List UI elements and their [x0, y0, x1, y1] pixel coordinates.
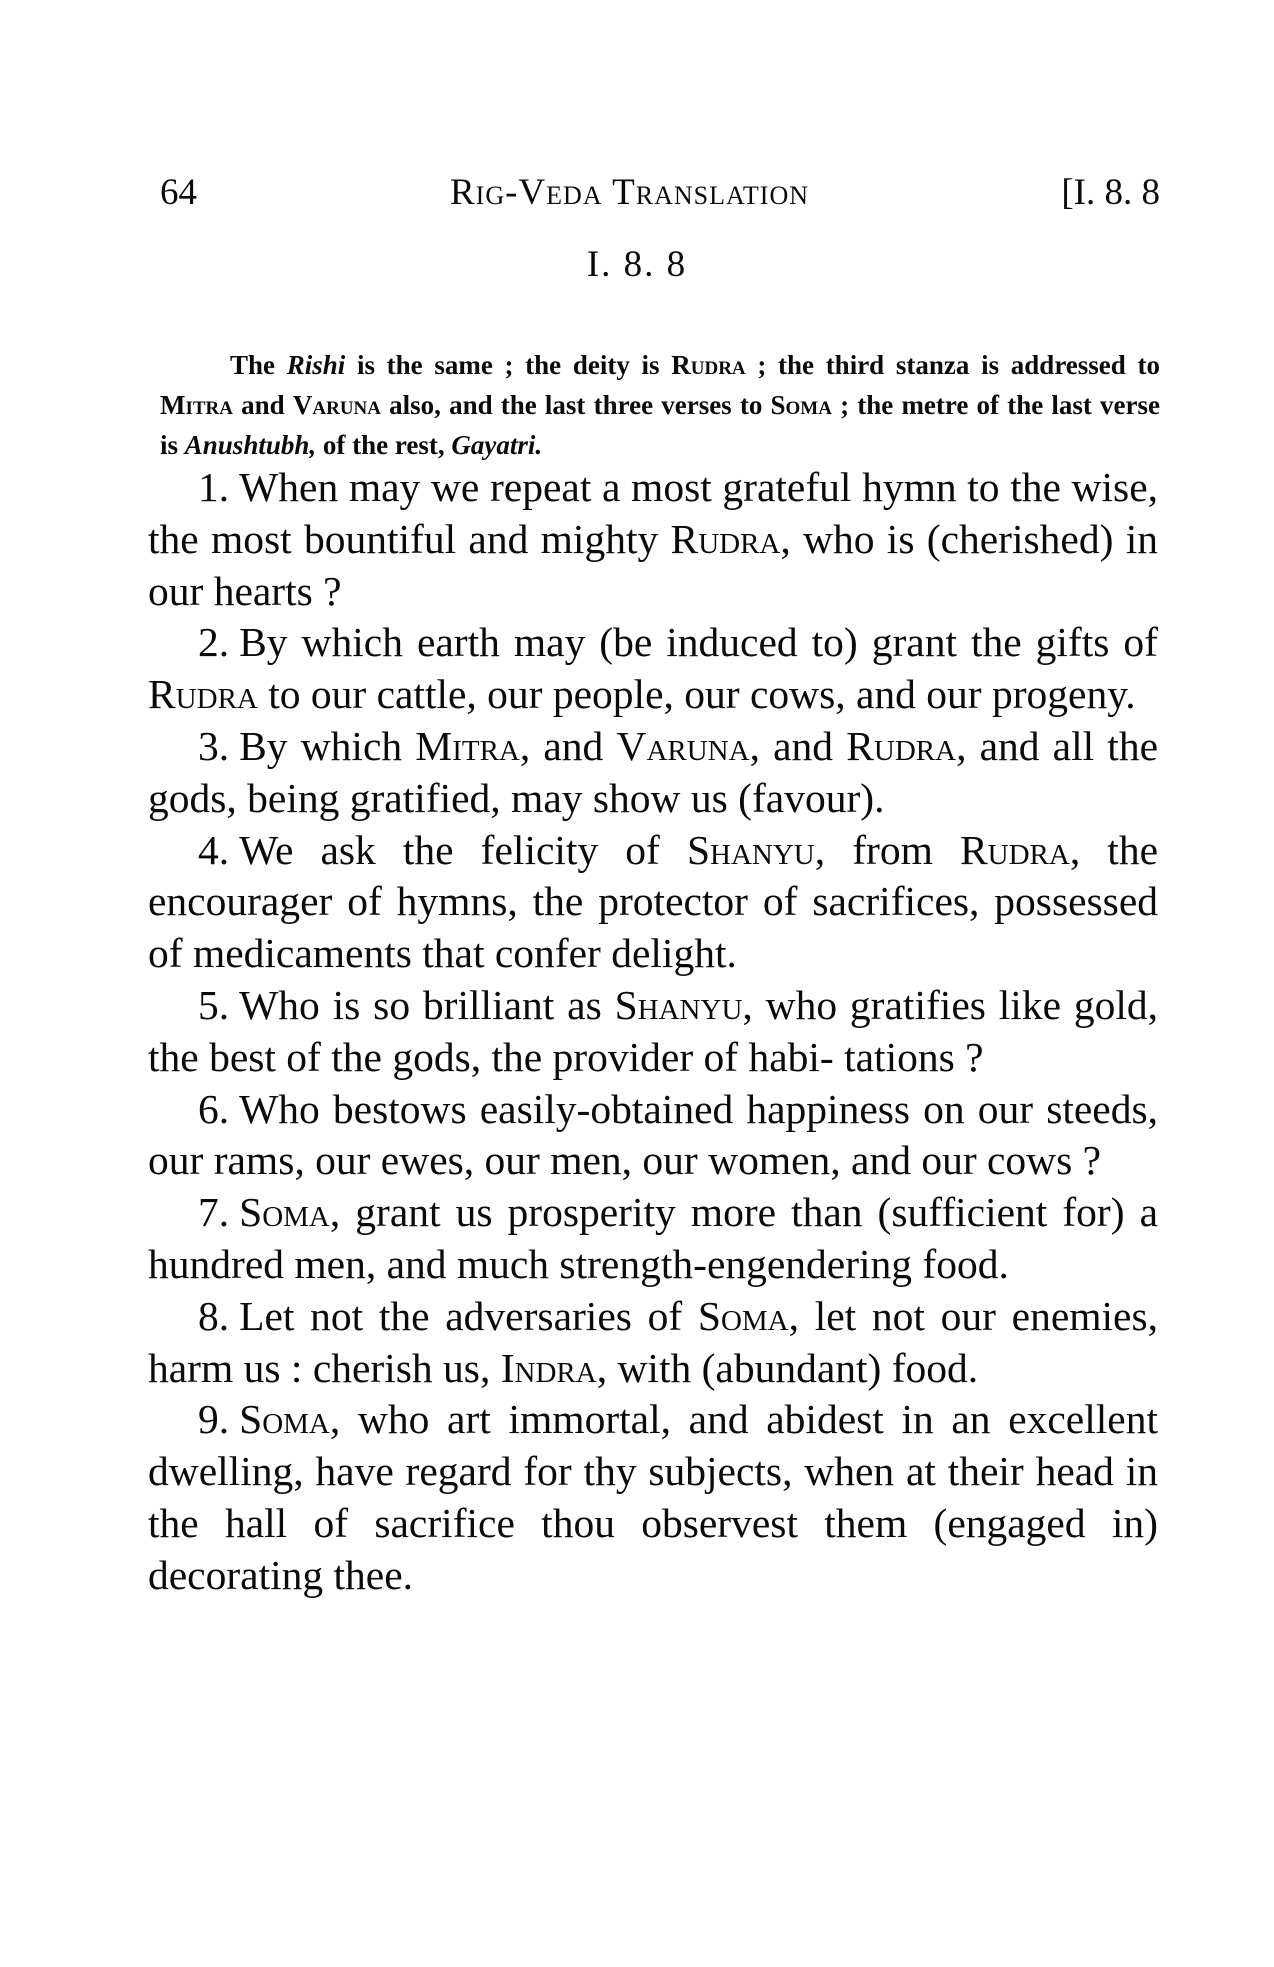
verse-number: 4.: [198, 826, 230, 873]
section-reference: [I. 8. 8: [1061, 172, 1160, 213]
verse-6: [148, 1084, 1158, 1188]
verse-text: Who is so brilliant as: [239, 981, 615, 1028]
deity-name: Soma: [697, 1292, 789, 1339]
verse-number: 2.: [198, 619, 230, 666]
verse-7: [148, 1187, 1158, 1291]
verse-text: , who gratifies like gold, the best of the gods, the provider of habi- tations ?: [148, 981, 1158, 1080]
intro-text: ; the metre of the last verse is: [160, 390, 1160, 460]
verse-text: , who art immortal, and abidest in an excellent dwelling, have regard for thy subjects, when at their head in the hall of sacrifice thou observest them (engaged in) decorating thee.: [148, 1396, 1158, 1598]
deity-name: Rudra: [846, 722, 957, 769]
intro-text: and: [233, 390, 293, 420]
intro-text: The: [230, 350, 287, 380]
verse-5: [148, 980, 1158, 1084]
deity-name: Rudra: [148, 671, 258, 718]
verse-text: When may we repeat a most grateful hymn to the wise, the most bountiful and mighty: [148, 464, 1158, 562]
intro-term-rishi: Rishi: [286, 350, 346, 380]
intro-text: also, and the last three verses to: [380, 390, 771, 420]
intro-metre-gayatri: Gayatri.: [451, 430, 543, 460]
deity-name: Shanyu: [686, 826, 815, 873]
verse-text: , with (abundant) food.: [596, 1344, 979, 1391]
deity-name: Soma: [239, 1396, 330, 1443]
verse-number: 6.: [198, 1085, 230, 1132]
running-title: Rig-Veda Translation: [450, 172, 809, 213]
verse-number: 5.: [198, 981, 230, 1028]
intro-text: of the rest,: [316, 430, 452, 460]
verse-text: , from: [814, 826, 960, 873]
verse-text: By which earth may (be induced to) grant the gifts of: [239, 619, 1158, 666]
verse-text: Who bestows easily-obtained happiness on our steeds, our rams, our ewes, our men, our women, and our cows ?: [148, 1085, 1158, 1184]
deity-name: Varuna: [616, 722, 750, 769]
intro-text: is the same ; the deity is: [345, 350, 672, 380]
verse-4: [148, 825, 1158, 980]
hymn-introduction: [160, 345, 1160, 465]
deity-name: Indra: [500, 1344, 597, 1391]
intro-deity-soma: Soma: [770, 390, 832, 420]
verse-2: [148, 617, 1158, 721]
verse-text: , let not our enemies, harm us : cherish us,: [148, 1292, 1158, 1391]
intro-metre-anushtubh: Anushtubh,: [184, 430, 317, 460]
deity-name: Soma: [239, 1189, 330, 1236]
verse-text: , who is (cherished) in our hearts ?: [148, 515, 1158, 614]
verse-8: [148, 1291, 1158, 1395]
page-number: 64: [160, 172, 197, 213]
verse-number: 1.: [198, 464, 230, 510]
intro-deity-mitra: Mitra: [160, 390, 233, 420]
verse-1: [148, 462, 1158, 617]
verse-text: By which: [239, 722, 416, 769]
deity-name: Mitra: [415, 722, 520, 769]
verse-text: , and: [749, 722, 847, 769]
intro-text: ; the third stanza is addressed to: [745, 350, 1160, 380]
deity-name: Rudra: [959, 826, 1070, 873]
verse-text: Let not the adversaries of: [239, 1292, 698, 1339]
verse-text: , and: [519, 722, 617, 769]
verse-number: 9.: [198, 1396, 230, 1443]
verse-number: 3.: [198, 722, 230, 769]
verse-number: 7.: [198, 1189, 230, 1236]
verse-text: We ask the felicity of: [239, 826, 687, 873]
section-heading: I. 8. 8: [586, 244, 688, 285]
verse-3: [148, 721, 1158, 825]
running-head: [160, 168, 1160, 218]
deity-name: Rudra: [670, 515, 781, 562]
verse-text: , grant us prosperity more than (sufficient for) a hundred men, and much strength-engendering food.: [148, 1189, 1158, 1287]
verse-9: [148, 1394, 1158, 1601]
deity-name: Shanyu: [614, 981, 743, 1028]
verse-text: , the encourager of hymns, the protector of sacrifices, possessed of medicaments that confer delight.: [148, 826, 1159, 977]
verse-list: [148, 462, 1158, 1602]
verse-text: to our cattle, our people, our cows, and our progeny.: [257, 671, 1136, 718]
verse-number: 8.: [198, 1292, 230, 1339]
intro-deity-varuna: Varuna: [292, 390, 381, 420]
verse-text: , and all the gods, being gratified, may show us (favour).: [148, 722, 1159, 821]
intro-deity-rudra: Rudra: [671, 350, 746, 380]
